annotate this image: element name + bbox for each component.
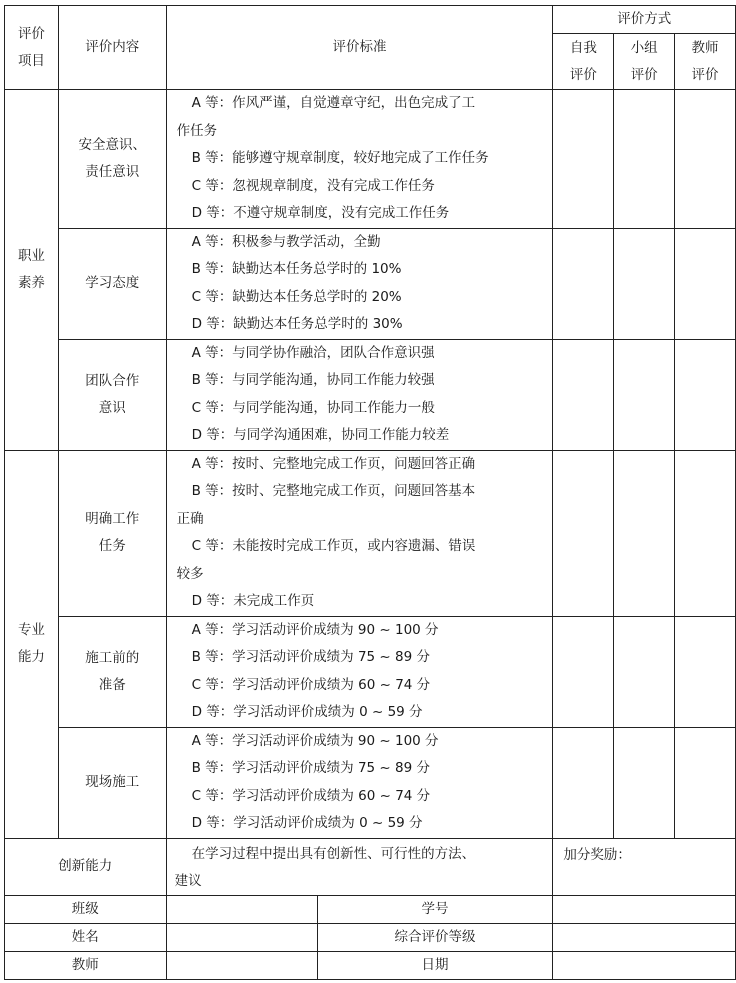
criteria-line: B 等：与同学能沟通，协同工作能力较强 [191,372,435,388]
content-line: 责任意识 [85,163,140,180]
criteria-line: A 等：学习活动评价成绩为 90 ~ 100 分 [191,621,439,638]
teacher-score-cell[interactable] [675,228,736,339]
criteria-onsite [166,727,553,838]
content-preparation [58,616,166,727]
teacher-score-cell[interactable] [675,727,736,838]
content-teamwork [58,339,166,450]
self-score-cell[interactable] [553,228,614,339]
header-content: 评价内容 [58,6,166,90]
content-onsite [58,727,166,838]
criteria-line: A 等：学习活动评价成绩为 90 ~ 100 分 [191,732,439,749]
content-line: 团队合作 [85,372,140,389]
header-teacher-line1: 教师 [691,39,719,56]
criteria-line: 正确 [176,510,204,527]
criteria-preparation [166,616,553,727]
criteria-line: B 等：按时、完整地完成工作页，问题回答基本 [191,483,476,499]
self-score-cell[interactable] [553,90,614,229]
content-task [58,450,166,616]
criteria-line: B 等：学习活动评价成绩为 75 ~ 89 分 [191,649,430,665]
criteria-line: C 等：与同学能沟通，协同工作能力一般 [191,399,435,416]
header-teacher-line2: 评价 [691,66,719,83]
teacher-label: 教师 [5,951,167,979]
category-line: 素养 [17,274,45,291]
bonus-label: 加分奖励： [563,846,631,863]
header-group-line1: 小组 [630,39,658,56]
content-safety [58,90,166,229]
header-self-line1: 自我 [569,39,597,56]
group-score-cell[interactable] [614,228,675,339]
criteria-line: B 等：学习活动评价成绩为 75 ~ 89 分 [191,760,430,776]
criteria-line: C 等：忽视规章制度，没有完成工作任务 [191,177,435,194]
criteria-line: D 等：未完成工作页 [191,593,315,609]
student-id-field[interactable] [553,895,736,923]
header-teacher [675,34,736,90]
criteria-attitude [166,228,553,339]
group-score-cell[interactable] [614,90,675,229]
grade-field[interactable] [553,923,736,951]
header-self [553,34,614,90]
criteria-line: A 等：按时、完整地完成工作页，问题回答正确 [191,455,476,472]
class-field[interactable] [166,895,317,923]
teacher-score-cell[interactable] [675,90,736,229]
criteria-line: B 等：缺勤达本任务总学时的 10% [191,261,402,277]
header-criteria: 评价标准 [166,6,553,90]
teacher-field[interactable] [166,951,317,979]
criteria-line: B 等：能够遵守规章制度，较好地完成了工作任务 [191,150,489,166]
class-label: 班级 [5,895,167,923]
group-score-cell[interactable] [614,616,675,727]
criteria-line: A 等：与同学协作融洽，团队合作意识强 [191,344,435,361]
teacher-score-cell[interactable] [675,616,736,727]
evaluation-table [4,5,736,980]
content-line: 明确工作 [85,511,140,527]
teacher-score-cell[interactable] [675,339,736,450]
innovation-label: 创新能力 [5,838,167,895]
content-line: 准备 [98,676,126,693]
criteria-line: 作任务 [176,122,218,139]
category-line: 职业 [17,247,45,264]
content-line: 现场施工 [85,774,140,790]
criteria-line: C 等：未能按时完成工作页，或内容遗漏、错误 [191,538,476,554]
criteria-line: 建议 [174,872,202,889]
criteria-line: D 等：与同学沟通困难，协同工作能力较差 [191,427,450,443]
content-line: 学习态度 [85,275,140,291]
criteria-task [166,450,553,616]
criteria-line: 较多 [176,565,204,582]
teacher-score-cell[interactable] [675,450,736,616]
group-score-cell[interactable] [614,339,675,450]
criteria-line: C 等：缺勤达本任务总学时的 20% [191,288,402,305]
header-item [5,6,59,90]
content-attitude [58,228,166,339]
date-field[interactable] [553,951,736,979]
self-score-cell[interactable] [553,727,614,838]
criteria-line: D 等：不遵守规章制度，没有完成工作任务 [191,205,450,221]
self-score-cell[interactable] [553,339,614,450]
criteria-line: D 等：缺勤达本任务总学时的 30% [191,316,403,332]
name-field[interactable] [166,923,317,951]
header-item-line1: 评价 [17,25,45,42]
category-professional-ability [5,450,59,838]
student-id-label: 学号 [317,895,553,923]
criteria-line: D 等：学习活动评价成绩为 0 ~ 59 分 [191,815,423,831]
criteria-teamwork [166,339,553,450]
criteria-line: C 等：学习活动评价成绩为 60 ~ 74 分 [191,787,431,804]
date-label: 日期 [317,951,553,979]
content-line: 意识 [98,399,126,416]
content-line: 安全意识、 [78,136,146,153]
innovation-criteria [166,838,553,895]
criteria-line: 在学习过程中提出具有创新性、可行性的方法、 [191,845,476,862]
grade-label: 综合评价等级 [317,923,553,951]
group-score-cell[interactable] [614,727,675,838]
bonus-field[interactable] [553,838,736,895]
header-group-line2: 评价 [630,66,658,83]
name-label: 姓名 [5,923,167,951]
self-score-cell[interactable] [553,616,614,727]
header-self-line2: 评价 [569,66,597,83]
self-score-cell[interactable] [553,450,614,616]
criteria-line: A 等：积极参与教学活动，全勤 [191,233,381,250]
group-score-cell[interactable] [614,450,675,616]
header-group [614,34,675,90]
category-line: 专业 [17,622,45,638]
header-item-line2: 项目 [17,52,45,69]
content-line: 施工前的 [85,649,140,666]
header-methods: 评价方式 [553,6,736,34]
criteria-safety [166,90,553,229]
category-professional-quality [5,90,59,451]
category-line: 能力 [17,649,45,665]
content-line: 任务 [98,538,126,554]
criteria-line: C 等：学习活动评价成绩为 60 ~ 74 分 [191,676,431,693]
criteria-line: A 等：作风严谨，自觉遵章守纪，出色完成了工 [191,95,476,111]
criteria-line: D 等：学习活动评价成绩为 0 ~ 59 分 [191,704,423,720]
